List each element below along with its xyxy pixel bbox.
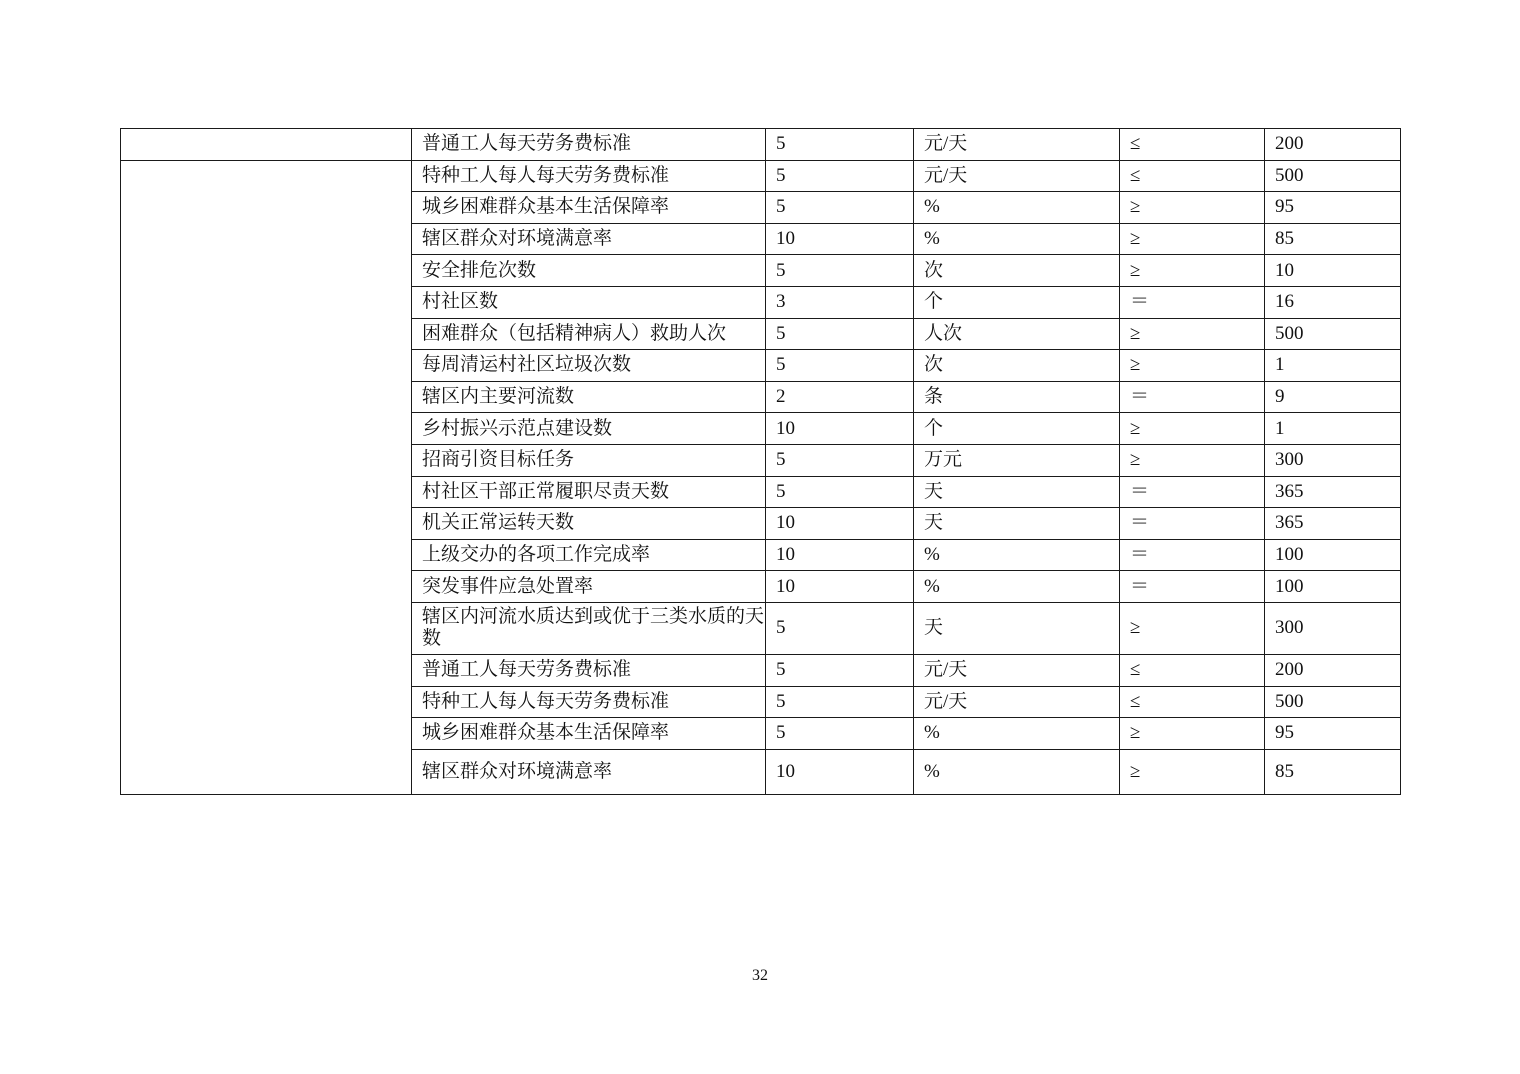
target-cell: 85 <box>1265 223 1401 255</box>
target-cell: 95 <box>1265 192 1401 224</box>
weight-cell: 10 <box>766 508 914 540</box>
weight-cell: 10 <box>766 571 914 603</box>
unit-cell: 天 <box>914 602 1120 654</box>
indicator-name-cell: 辖区群众对环境满意率 <box>412 749 766 794</box>
weight-cell: 10 <box>766 539 914 571</box>
unit-cell: % <box>914 571 1120 603</box>
unit-cell: % <box>914 718 1120 750</box>
target-cell: 500 <box>1265 160 1401 192</box>
operator-cell: ＝ <box>1120 508 1265 540</box>
unit-cell: 天 <box>914 476 1120 508</box>
operator-cell: ≥ <box>1120 602 1265 654</box>
indicator-name-cell: 机关正常运转天数 <box>412 508 766 540</box>
unit-cell: 万元 <box>914 444 1120 476</box>
indicator-name-cell: 突发事件应急处置率 <box>412 571 766 603</box>
unit-cell: % <box>914 192 1120 224</box>
target-cell: 200 <box>1265 129 1401 161</box>
operator-cell: ≥ <box>1120 718 1265 750</box>
unit-cell: 元/天 <box>914 129 1120 161</box>
indicator-name-cell: 城乡困难群众基本生活保障率 <box>412 718 766 750</box>
unit-cell: % <box>914 223 1120 255</box>
weight-cell: 5 <box>766 476 914 508</box>
operator-cell: ≥ <box>1120 318 1265 350</box>
operator-cell: ≥ <box>1120 192 1265 224</box>
weight-cell: 3 <box>766 286 914 318</box>
operator-cell: ≤ <box>1120 654 1265 686</box>
target-cell: 100 <box>1265 571 1401 603</box>
operator-cell: ＝ <box>1120 286 1265 318</box>
indicator-name-cell: 村社区数 <box>412 286 766 318</box>
table-row <box>121 160 1401 192</box>
weight-cell: 10 <box>766 749 914 794</box>
indicator-table <box>120 128 1401 795</box>
target-cell: 500 <box>1265 318 1401 350</box>
operator-cell: ≥ <box>1120 444 1265 476</box>
weight-cell: 5 <box>766 654 914 686</box>
indicator-name-cell: 城乡困难群众基本生活保障率 <box>412 192 766 224</box>
target-cell: 95 <box>1265 718 1401 750</box>
target-cell: 9 <box>1265 381 1401 413</box>
indicator-name-cell: 特种工人每人每天劳务费标准 <box>412 160 766 192</box>
weight-cell: 5 <box>766 255 914 287</box>
unit-cell: 个 <box>914 413 1120 445</box>
unit-cell: % <box>914 749 1120 794</box>
operator-cell: ≥ <box>1120 223 1265 255</box>
unit-cell: 次 <box>914 255 1120 287</box>
unit-cell: % <box>914 539 1120 571</box>
indicator-name-cell: 辖区内河流水质达到或优于三类水质的天数 <box>412 602 766 654</box>
weight-cell: 2 <box>766 381 914 413</box>
target-cell: 300 <box>1265 602 1401 654</box>
operator-cell: ＝ <box>1120 571 1265 603</box>
target-cell: 16 <box>1265 286 1401 318</box>
unit-cell: 人次 <box>914 318 1120 350</box>
indicator-name-cell: 乡村振兴示范点建设数 <box>412 413 766 445</box>
target-cell: 10 <box>1265 255 1401 287</box>
operator-cell: ≥ <box>1120 255 1265 287</box>
page-number: 32 <box>752 967 768 984</box>
weight-cell: 5 <box>766 602 914 654</box>
unit-cell: 天 <box>914 508 1120 540</box>
weight-cell: 5 <box>766 129 914 161</box>
operator-cell: ≥ <box>1120 413 1265 445</box>
operator-cell: ≤ <box>1120 129 1265 161</box>
unit-cell: 元/天 <box>914 160 1120 192</box>
weight-cell: 10 <box>766 223 914 255</box>
unit-cell: 次 <box>914 350 1120 382</box>
target-cell: 300 <box>1265 444 1401 476</box>
indicator-name-cell: 安全排危次数 <box>412 255 766 287</box>
indicator-name-cell: 普通工人每天劳务费标准 <box>412 654 766 686</box>
weight-cell: 5 <box>766 318 914 350</box>
weight-cell: 5 <box>766 686 914 718</box>
operator-cell: ＝ <box>1120 381 1265 413</box>
indicator-name-cell: 辖区内主要河流数 <box>412 381 766 413</box>
target-cell: 85 <box>1265 749 1401 794</box>
operator-cell: ≥ <box>1120 749 1265 794</box>
indicator-name-cell: 特种工人每人每天劳务费标准 <box>412 686 766 718</box>
weight-cell: 5 <box>766 718 914 750</box>
indicator-name-cell: 上级交办的各项工作完成率 <box>412 539 766 571</box>
operator-cell: ≥ <box>1120 350 1265 382</box>
target-cell: 100 <box>1265 539 1401 571</box>
indicator-name-cell: 困难群众（包括精神病人）救助人次 <box>412 318 766 350</box>
target-cell: 1 <box>1265 350 1401 382</box>
operator-cell: ＝ <box>1120 476 1265 508</box>
target-cell: 365 <box>1265 476 1401 508</box>
table-row <box>121 129 1401 161</box>
weight-cell: 5 <box>766 350 914 382</box>
indicator-name-cell: 招商引资目标任务 <box>412 444 766 476</box>
target-cell: 200 <box>1265 654 1401 686</box>
unit-cell: 元/天 <box>914 654 1120 686</box>
unit-cell: 元/天 <box>914 686 1120 718</box>
operator-cell: ≤ <box>1120 160 1265 192</box>
target-cell: 365 <box>1265 508 1401 540</box>
indicator-name-cell: 村社区干部正常履职尽责天数 <box>412 476 766 508</box>
weight-cell: 5 <box>766 160 914 192</box>
category-cell-merged <box>121 160 412 794</box>
operator-cell: ≤ <box>1120 686 1265 718</box>
indicator-name-cell: 普通工人每天劳务费标准 <box>412 129 766 161</box>
operator-cell: ＝ <box>1120 539 1265 571</box>
category-cell <box>121 129 412 161</box>
unit-cell: 个 <box>914 286 1120 318</box>
weight-cell: 5 <box>766 444 914 476</box>
unit-cell: 条 <box>914 381 1120 413</box>
indicator-name-cell: 辖区群众对环境满意率 <box>412 223 766 255</box>
target-cell: 500 <box>1265 686 1401 718</box>
weight-cell: 10 <box>766 413 914 445</box>
indicator-name-cell: 每周清运村社区垃圾次数 <box>412 350 766 382</box>
target-cell: 1 <box>1265 413 1401 445</box>
weight-cell: 5 <box>766 192 914 224</box>
